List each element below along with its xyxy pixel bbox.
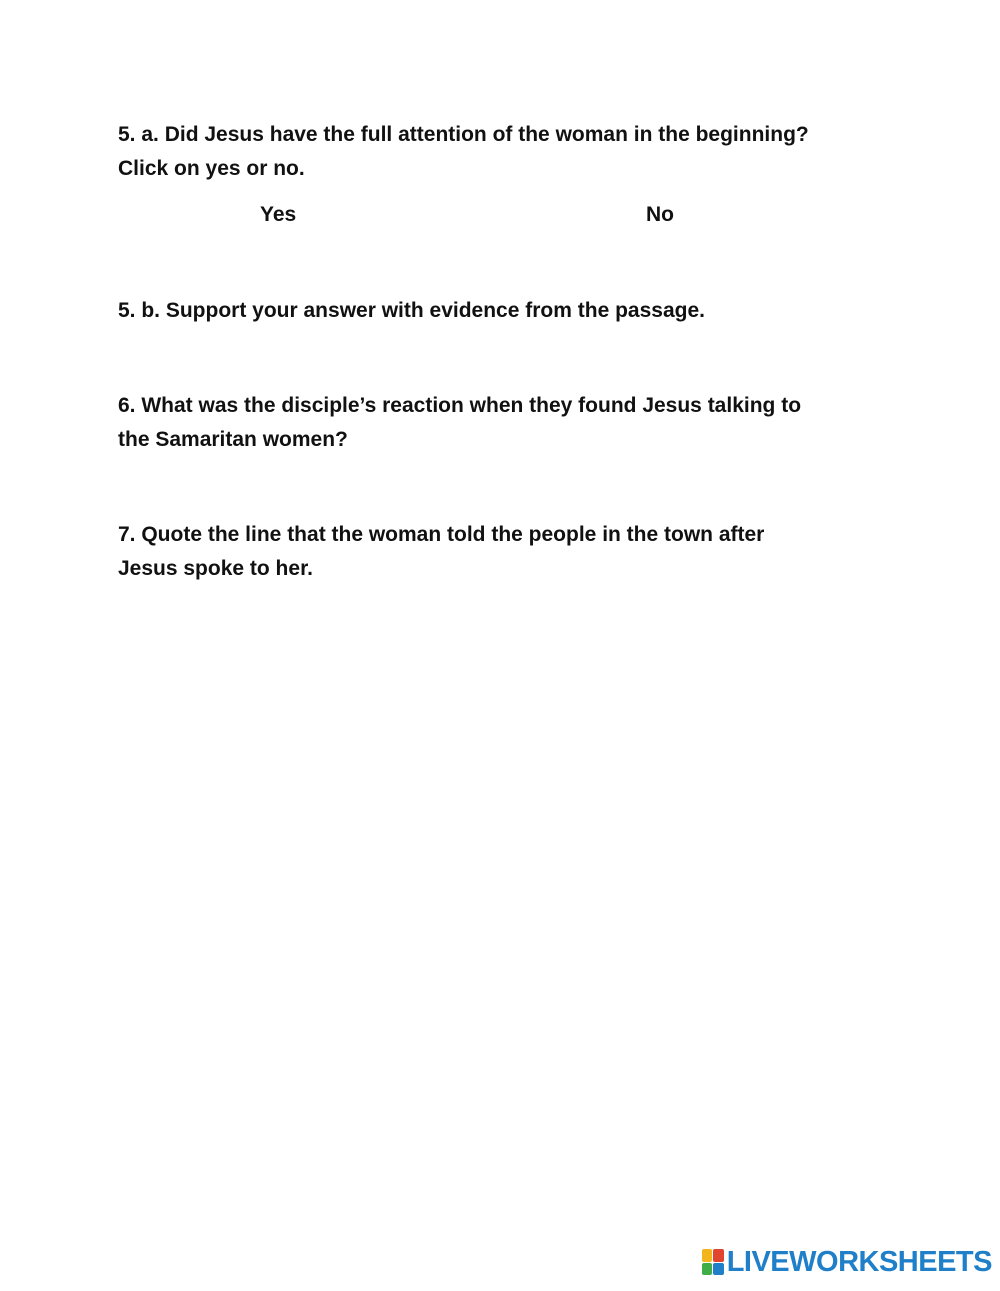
watermark-text: LIVEWORKSHEETS — [726, 1246, 992, 1278]
liveworksheets-watermark — [702, 1245, 992, 1279]
logo-tile-2 — [713, 1249, 724, 1262]
question-6 — [118, 389, 898, 457]
logo-tile-4 — [713, 1263, 724, 1276]
question-6-line-1: 6. What was the disciple’s reaction when they found Jesus talking to — [118, 394, 802, 417]
yes-option[interactable]: Yes — [256, 198, 300, 232]
question-5a-line-1: 5. a. Did Jesus have the full attention of the woman in the beginning? — [118, 123, 809, 146]
question-5a-line-2: Click on yes or no. — [118, 157, 305, 180]
question-5b-line-1: 5. b. Support your answer with evidence from the passage. — [118, 299, 705, 322]
question-6-line-2: the Samaritan women? — [118, 428, 348, 451]
question-7 — [118, 518, 898, 586]
logo-tile-1 — [702, 1249, 713, 1262]
liveworksheets-logo-icon — [702, 1249, 724, 1275]
question-7-line-1: 7. Quote the line that the woman told the people in the town after — [118, 523, 765, 546]
question-5a — [118, 118, 898, 186]
question-5b — [118, 294, 898, 328]
question-7-line-2: Jesus spoke to her. — [118, 557, 313, 580]
logo-tile-3 — [702, 1263, 713, 1276]
no-option[interactable]: No — [642, 198, 678, 232]
